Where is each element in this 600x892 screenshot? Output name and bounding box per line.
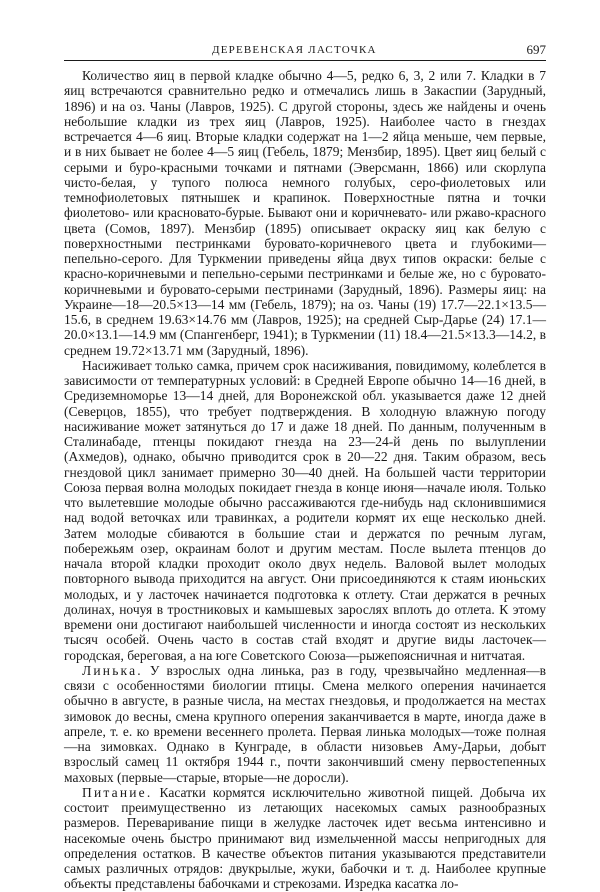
running-header <box>64 42 546 61</box>
section-heading: Питание. <box>82 784 153 800</box>
paragraph-text: Количество яиц в первой кладке обычно 4—5, редко 6, 3, 2 или 7. Кладки в 7 яиц встречаются сравнительно редко и отмечались лишь в Закаспии (Зарудный, 1896) и на оз. Чаны (Лавров, 1925). С другой стороны, здесь же найдены и очень небольшие кладки из трех яиц (Лавров, 1925). Наиболее часто в гнездах встречается 4—6 яиц. Вторые кладки содержат на 1—2 яйца меньше, чем первые, и в них бывает не более 4—5 яиц (Гебель, 1879; Мензбир, 1895). Цвет яиц белый с серыми и буро-красными точками и пятнами (Эверсманн, 1866) или скорлупа чисто-белая, у тупого полюса немного голубых, серо-фиолетовых или темнофиолетовых пятнышек и крапинок. Поверхностные пятна и точки фиолетово- или красновато-бурые. Бывают они и коричневато- или ржаво-красного цвета (Сомов, 1897). Мензбир (1895) описывает окраску яиц как белую с поверхностными пестринками буровато-коричневого цвета и глубокими—пепельно-серого. Для Туркмении приведены яйца двух типов окраски: белые с красно-коричневыми и пепельно-серыми пестринками и белые же, но с буровато-коричневыми и буровато-серыми пестринами (Зарудный, 1896). Размеры яиц: на Украине—18—20.5×13—14 мм (Гебель, 1879); на оз. Чаны (19) 17.7—22.1×13.5—15.6, в среднем 19.63×14.76 мм (Лавров, 1925); на средней Сыр-Дарье (24) 17.1—20.0×13.1—14.9 мм (Спангенберг, 1941); в Туркмении (11) 18.4—21.5×13.3—14.2, в среднем 19.72×13.71 мм (Зарудный, 1896). <box>64 68 546 358</box>
page-number: 697 <box>526 42 546 57</box>
paragraph-clutch-and-eggs <box>64 68 546 358</box>
paragraph-text: У взрослых одна линька, раз в году, чрезвычайно медленная—в связи с особенностями биологии птицы. Смена мелкого оперения начинается обычно в августе, в разные числа, на местах гнездовья, и продолжается на местах зимовок до весны, смена крупного оперения заканчивается в марте, иногда даже в апреле, т. е. ко времени весеннего пролета. Первая линька молодых—тоже полная—на зимовках. Однако в Кунграде, в области низовьев Аму-Дарьи, добыт взрослый самец 11 октября 1944 г., почти закончивший смену первостепенных маховых (первые—старые, вторые—не доросли). <box>64 662 546 785</box>
paragraph-incubation <box>64 358 546 663</box>
body-text <box>64 68 546 892</box>
paragraph-text: Насиживает только самка, причем срок насиживания, повидимому, колеблется в зависимости от температурных условий: в Средней Европе обычно 14—16 дней, в Средиземноморье 13—14 дней, для Воронежской обл. указывается даже 12 дней (Северцов, 1855), что требует подтверждения. В холодную влажную погоду насиживание может затянуться до 17 и даже 18 дней. По данным, полученным в Сталинабаде, птенцы покидают гнезда на 23—24-й день по вылуплении (Ахмедов), однако, обычно приводится срок в 20—22 дня. Таким образом, весь гнездовой цикл занимает примерно 30—40 дней. На большей части территории Союза первая волна молодых покидает гнезда в конце июня—начале июля. Только что вылетевшие молодые обычно рассаживаются где-нибудь над склонившимися над водой веточках или травинках, а родители кормят их еще несколько дней. Затем молодые сбиваются в большие стаи и держатся по речным лугам, побережьям озер, окраинам болот и другим местам. После вылета птенцов до начала второй кладки проходит около двух недель. Валовой вылет молодых повторного вывода приходится на август. Они присоединяются к стаям июньских молодых, и у ласточек начинается подготовка к отлету. Стаи держатся в речных долинах, ночуя в тростниковых и камышевых зарослях вплоть до отлета. К этому времени они достигают наибольшей численности и иногда состоят из нескольких тысяч особей. Очень часто в состав стай входят и другие виды ласточек—городская, береговая, а на юге Советского Союза—рыжепоясничная и нитчатая. <box>64 357 546 663</box>
paragraph-text: Касатки кормятся исключительно животной пищей. Добыча их состоит преимущественно из летающих насекомых самых разнообразных размеров. Переваривание пищи в желудке ласточек идет весьма интенсивно и насекомые очень быстро принимают вид измельченной массы непригодных для определения остатков. В качестве объектов питания указываются представители самых различных отрядов: двукрылые, жуки, бабочки и т. д. Наиболее крупные объекты представлены бабочками и стрекозами. Изредка касатка ло- <box>64 784 546 892</box>
paragraph-feeding <box>64 785 546 892</box>
running-title: ДЕРЕВЕНСКАЯ ЛАСТОЧКА <box>212 44 377 56</box>
section-heading: Линька. <box>82 662 143 678</box>
paragraph-moult <box>64 663 546 785</box>
